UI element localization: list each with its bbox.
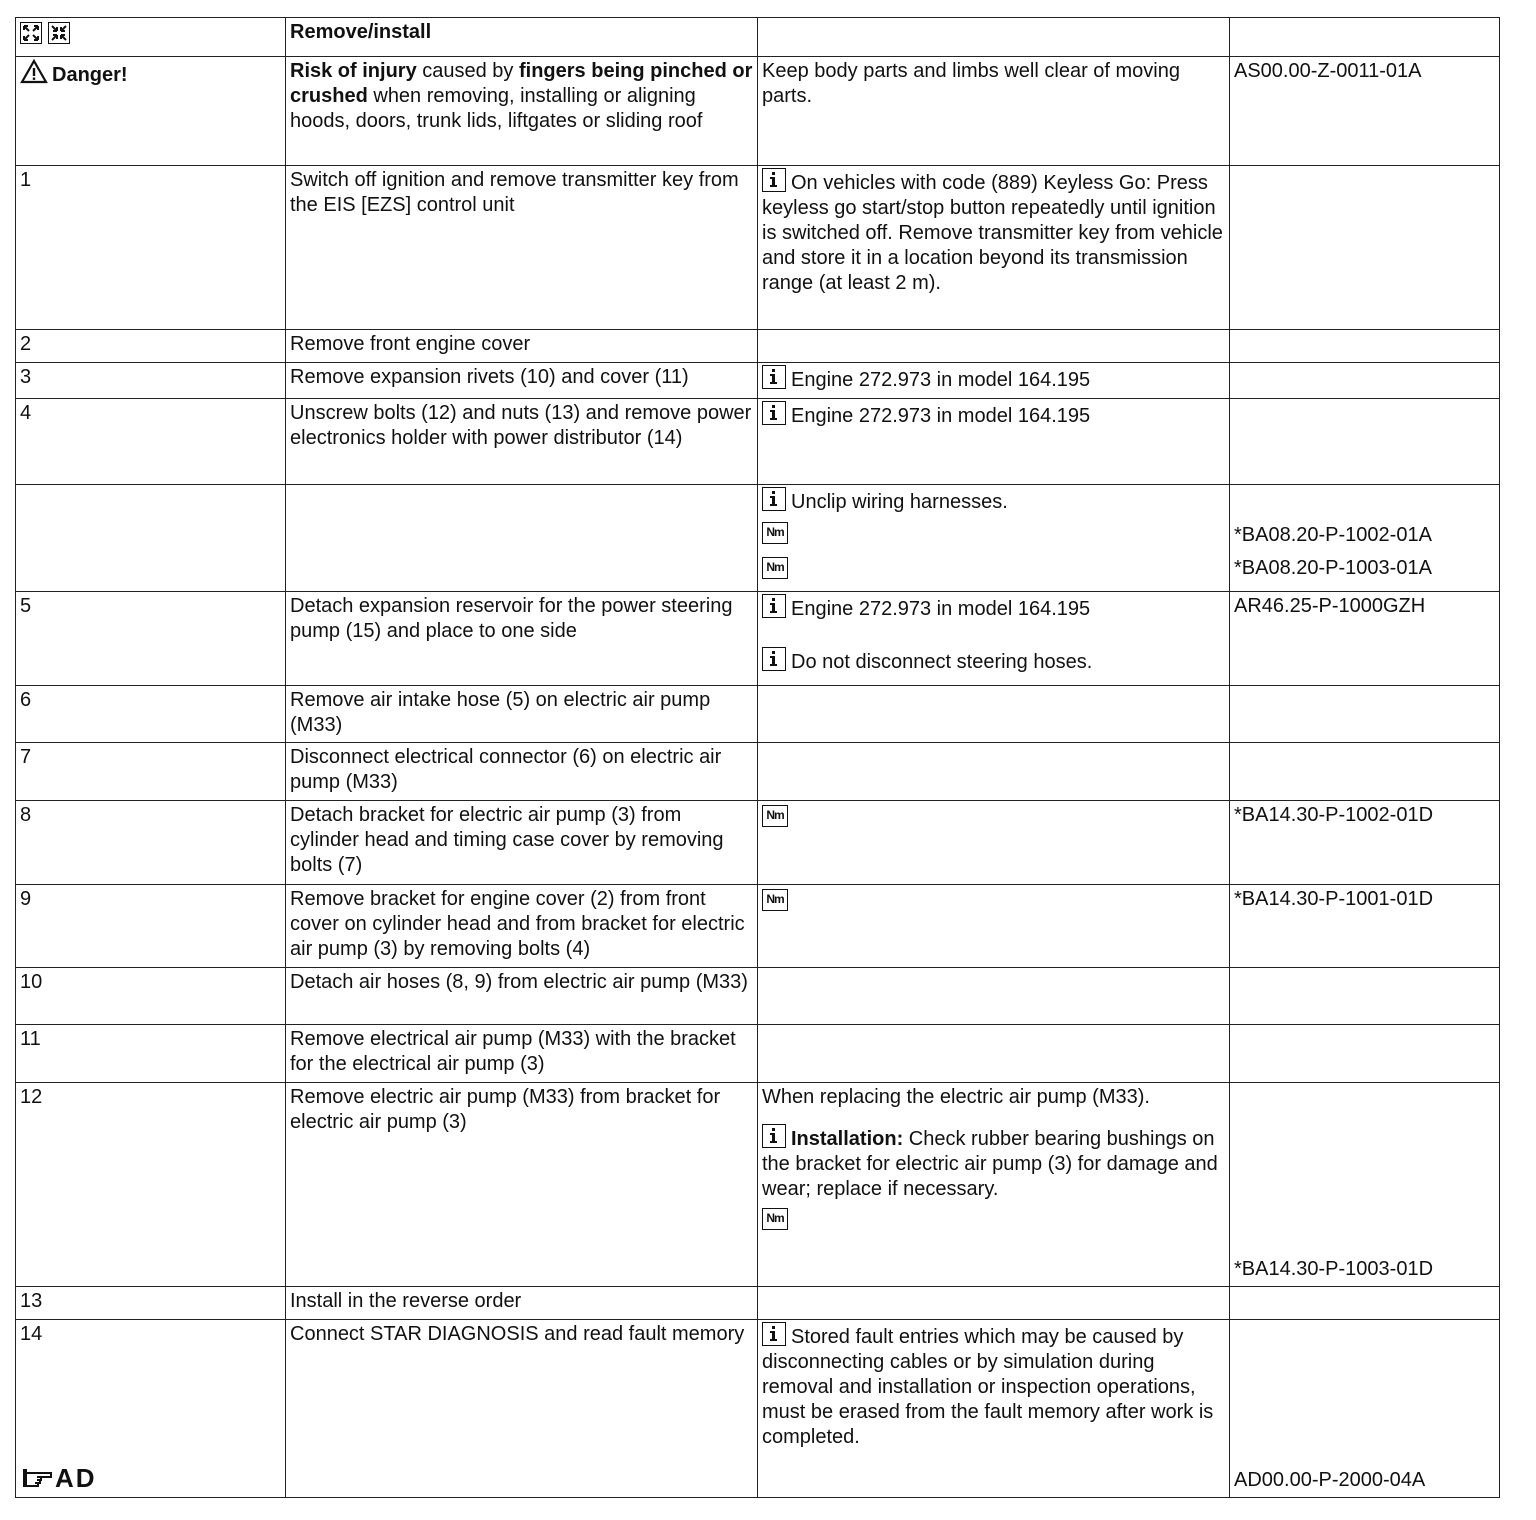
table-row <box>16 1025 1500 1083</box>
step-ref[interactable]: AD00.00-P-2000-04A <box>1230 1320 1500 1498</box>
step-action: Remove electric air pump (M33) from bracket for electric air pump (3) <box>286 1083 758 1287</box>
step-ref[interactable]: *BA08.20-P-1003-01A <box>1234 557 1432 579</box>
danger-row <box>16 57 1500 166</box>
table-row <box>16 485 1500 592</box>
info-icon <box>762 401 786 425</box>
step-action: Connect STAR DIAGNOSIS and read fault memory <box>286 1320 758 1498</box>
step-note-cell <box>758 399 1230 485</box>
procedure-table <box>15 17 1500 1498</box>
ad-footer[interactable] <box>21 1465 97 1491</box>
step-note-empty <box>758 330 1230 363</box>
step-ref-empty <box>1230 968 1500 1025</box>
step-ref[interactable]: *BA08.20-P-1002-01A <box>1234 524 1432 546</box>
step-action: Unscrew bolts (12) and nuts (13) and remove power electronics holder with power distributor (14) <box>286 399 758 485</box>
torque-icon: Nm <box>762 557 788 579</box>
step-ref[interactable]: *BA14.30-P-1002-01D <box>1230 801 1500 885</box>
step-action: Remove front engine cover <box>286 330 758 363</box>
step-note-cell <box>758 363 1230 399</box>
step-ref-empty <box>1230 363 1500 399</box>
info-icon <box>762 1322 786 1346</box>
step-note: Engine 272.973 in model 164.195 <box>791 598 1091 620</box>
step-action: Remove bracket for engine cover (2) from front cover on cylinder head and from bracket for electric air pump (3) by removing bolts (4) <box>286 885 758 968</box>
step-ref-cell <box>1230 485 1500 592</box>
info-icon <box>762 594 786 618</box>
step-note-cell <box>758 885 1230 968</box>
table-row <box>16 1320 1500 1498</box>
step-number: 8 <box>16 801 286 885</box>
danger-risk-cell <box>286 57 758 166</box>
risk-text-2: when removing, installing or aligning hoods, doors, trunk lids, liftgates or sliding roof <box>290 85 703 132</box>
step-action: Remove air intake hose (5) on electric air pump (M33) <box>286 686 758 743</box>
step-action: Detach bracket for electric air pump (3) from cylinder head and timing case cover by removing bolts (7) <box>286 801 758 885</box>
step-note: Unclip wiring harnesses. <box>791 491 1008 513</box>
step-ref[interactable]: *BA14.30-P-1003-01D <box>1230 1083 1500 1287</box>
step-note-empty <box>758 686 1230 743</box>
table-row <box>16 363 1500 399</box>
step-number: 5 <box>16 592 286 686</box>
step-number-empty <box>16 485 286 592</box>
step-number: 10 <box>16 968 286 1025</box>
info-icon <box>762 647 786 671</box>
step-action: Remove expansion rivets (10) and cover (11) <box>286 363 758 399</box>
table-row <box>16 166 1500 330</box>
step-action: Detach air hoses (8, 9) from electric air pump (M33) <box>286 968 758 1025</box>
step-action: Switch off ignition and remove transmitter key from the EIS [EZS] control unit <box>286 166 758 330</box>
info-icon <box>762 365 786 389</box>
step-ref-empty <box>1230 686 1500 743</box>
torque-icon: Nm <box>762 522 788 544</box>
step-note-cell <box>758 1320 1230 1498</box>
step-note: On vehicles with code (889) Keyless Go: Press keyless go start/stop button repeatedly until ignition is switched off. Remove transmitter key from vehicle and store it in a location beyond its transmission range (at least 2 m). <box>762 172 1223 294</box>
collapse-arrows-icon[interactable] <box>48 22 70 44</box>
header-title: Remove/install <box>286 18 758 57</box>
step-note: Stored fault entries which may be caused by disconnecting cables or by simulation during removal and installation or inspection operations, must be erased from the fault memory after work is completed. <box>762 1326 1214 1448</box>
danger-ref[interactable]: AS00.00-Z-0011-01A <box>1230 57 1500 166</box>
step-ref-empty <box>1230 743 1500 801</box>
step-action-empty <box>286 485 758 592</box>
torque-icon: Nm <box>762 1208 788 1230</box>
step-action: Detach expansion reservoir for the power steering pump (15) and place to one side <box>286 592 758 686</box>
table-row <box>16 1083 1500 1287</box>
step-ref-empty <box>1230 399 1500 485</box>
step-note-cell <box>758 801 1230 885</box>
step-ref[interactable]: *BA14.30-P-1001-01D <box>1230 885 1500 968</box>
step-number: 12 <box>16 1083 286 1287</box>
step-number: 2 <box>16 330 286 363</box>
step-number: 14 <box>20 1323 43 1345</box>
info-icon <box>762 168 786 192</box>
step-note: Engine 272.973 in model 164.195 <box>791 405 1091 427</box>
step-number: 11 <box>16 1025 286 1083</box>
danger-label-cell <box>16 57 286 166</box>
table-row <box>16 801 1500 885</box>
step-note-empty <box>758 1025 1230 1083</box>
header-empty-cell <box>1230 18 1500 57</box>
step-ref[interactable]: AR46.25-P-1000GZH <box>1230 592 1500 686</box>
step-number: 4 <box>16 399 286 485</box>
step-ref-empty <box>1230 330 1500 363</box>
info-icon <box>762 487 786 511</box>
risk-bold-1: Risk of injury <box>290 60 417 82</box>
ad-label: AD <box>55 1463 97 1493</box>
risk-bold-2: fingers being pinched or crushed <box>290 60 753 107</box>
step-number: 9 <box>16 885 286 968</box>
step-ref-empty <box>1230 1287 1500 1320</box>
expand-arrows-icon[interactable] <box>20 22 42 44</box>
danger-measure: Keep body parts and limbs well clear of moving parts. <box>758 57 1230 166</box>
header-row <box>16 18 1500 57</box>
info-icon <box>762 1124 786 1148</box>
step-note-empty <box>758 968 1230 1025</box>
step-ref-empty <box>1230 166 1500 330</box>
step-number: 1 <box>16 166 286 330</box>
installation-label: Installation: <box>791 1128 904 1150</box>
step-note-cell <box>758 485 1230 592</box>
risk-text-1: caused by <box>416 60 519 82</box>
table-row <box>16 885 1500 968</box>
step-number: 3 <box>16 363 286 399</box>
danger-label: Danger! <box>52 64 128 86</box>
step-ref-empty <box>1230 1025 1500 1083</box>
step-number: 7 <box>16 743 286 801</box>
step-note-empty <box>758 743 1230 801</box>
step-note-empty <box>758 1287 1230 1320</box>
step-number: 6 <box>16 686 286 743</box>
pointing-hand-icon <box>21 1465 55 1489</box>
step-note-secondary: Do not disconnect steering hoses. <box>791 651 1093 673</box>
warning-triangle-icon <box>20 59 48 84</box>
table-row <box>16 743 1500 801</box>
step-note: When replacing the electric air pump (M33). <box>762 1086 1150 1108</box>
step-note-secondary: Check rubber bearing bushings on the bracket for electric air pump (3) for damage and wear; replace if necessary. <box>762 1128 1218 1200</box>
table-row <box>16 1287 1500 1320</box>
header-empty-cell <box>758 18 1230 57</box>
torque-icon: Nm <box>762 889 788 911</box>
header-icons-cell <box>16 18 286 57</box>
step-action: Remove electrical air pump (M33) with the bracket for the electrical air pump (3) <box>286 1025 758 1083</box>
table-row <box>16 968 1500 1025</box>
table-row <box>16 330 1500 363</box>
step-number-cell <box>16 1320 286 1498</box>
step-action: Install in the reverse order <box>286 1287 758 1320</box>
table-row <box>16 592 1500 686</box>
step-note-cell <box>758 1083 1230 1287</box>
torque-icon: Nm <box>762 805 788 827</box>
step-number: 13 <box>16 1287 286 1320</box>
step-note-cell <box>758 166 1230 330</box>
table-row <box>16 399 1500 485</box>
table-row <box>16 686 1500 743</box>
step-note: Engine 272.973 in model 164.195 <box>791 369 1091 391</box>
step-note-cell <box>758 592 1230 686</box>
step-action: Disconnect electrical connector (6) on electric air pump (M33) <box>286 743 758 801</box>
